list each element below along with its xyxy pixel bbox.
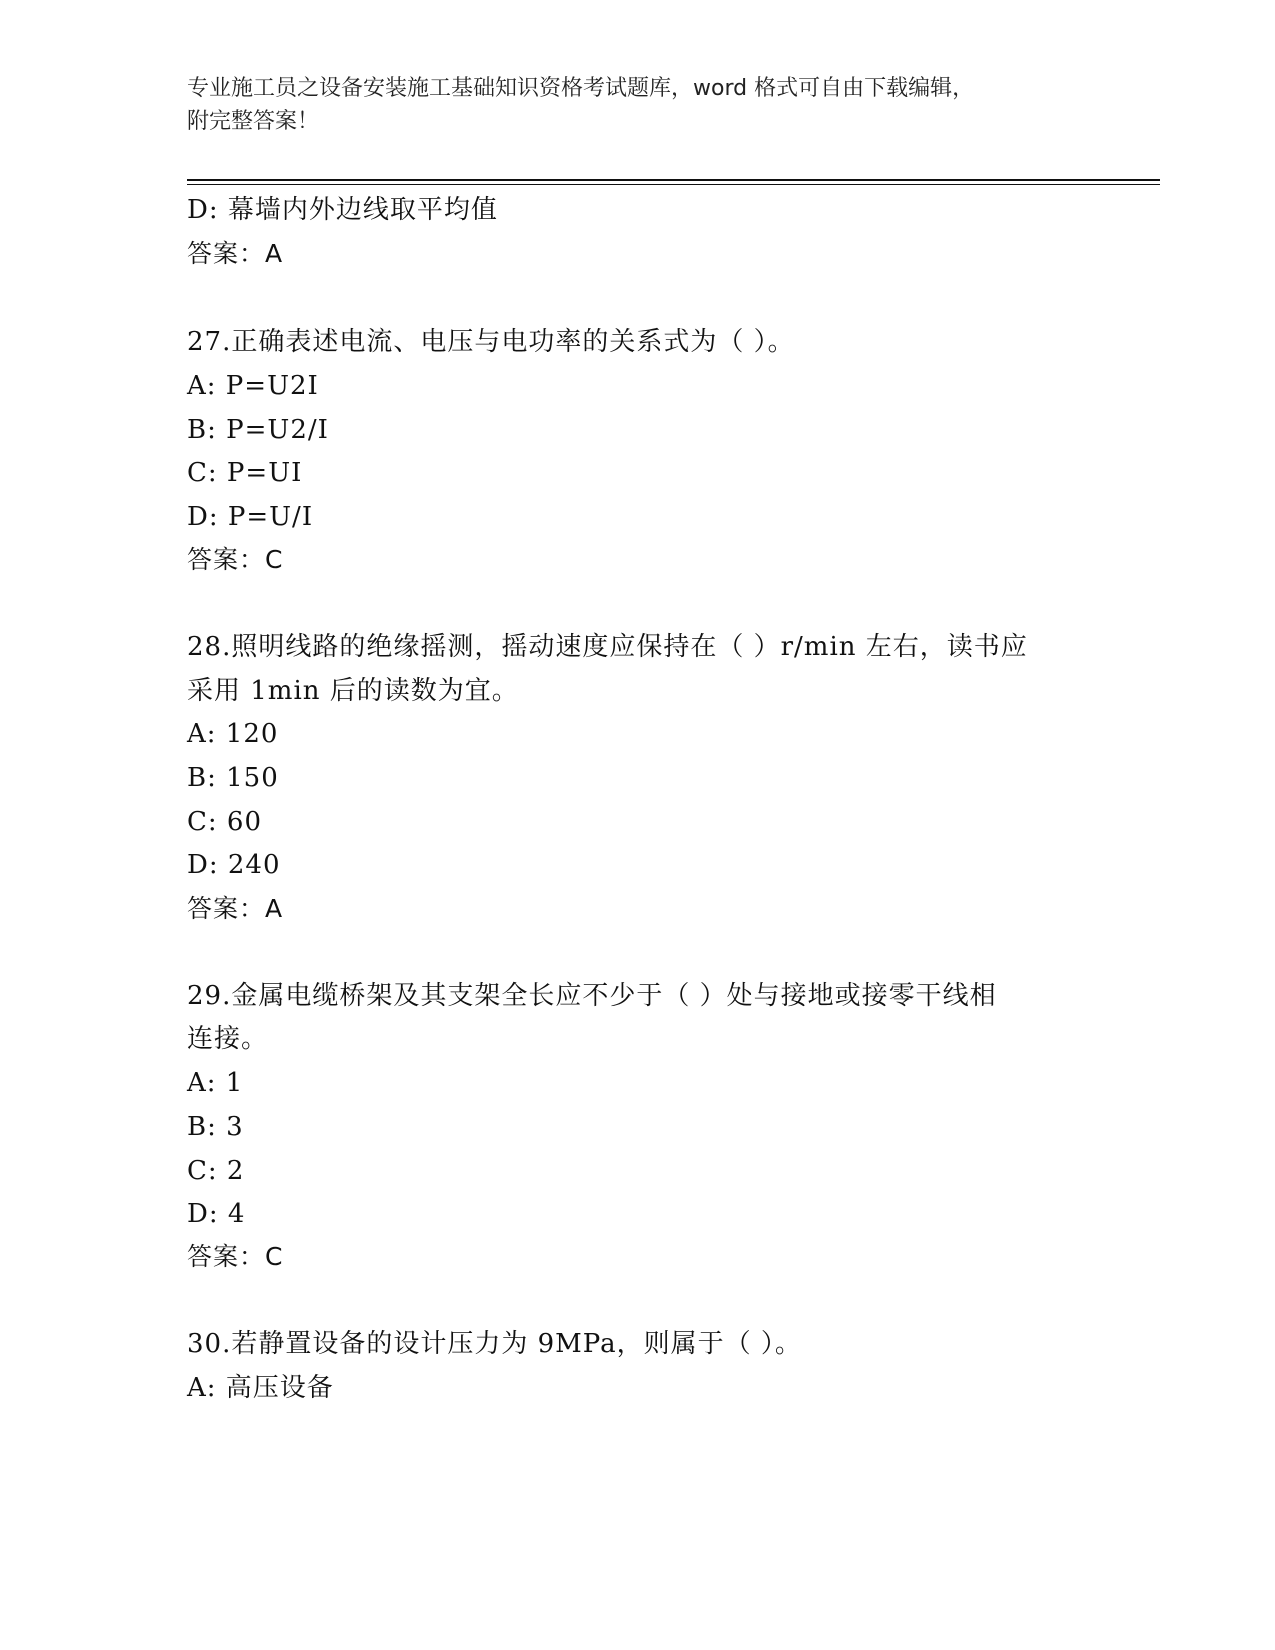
question-28-option-c: C: 60 [187,807,263,837]
header-line-1: 专业施工员之设备安装施工基础知识资格考试题库，word 格式可自由下载编辑， [187,76,975,101]
question-28-option-d: D: 240 [187,850,281,880]
question-28-stem-line-1: 28.照明线路的绝缘摇测，摇动速度应保持在（ ）r/min 左右，读书应 [187,632,1028,662]
question-29-answer: 答案：C [187,1242,284,1271]
question-27-option-d: D: P=U/I [187,502,314,532]
header-divider-thin [187,184,1160,185]
question-27-answer: 答案：C [187,545,284,574]
question-27-option-a: A: P=U2I [187,371,319,401]
question-27-option-b: B: P=U2/I [187,415,329,445]
question-30-option-a: A: 高压设备 [187,1373,334,1403]
question-27-stem: 27.正确表述电流、电压与电功率的关系式为（ ）。 [187,327,795,357]
option-d-prev: D: 幕墙内外边线取平均值 [187,195,498,225]
answer-prev: 答案：A [187,239,284,268]
question-29-option-a: A: 1 [187,1068,244,1098]
question-28-answer: 答案：A [187,894,284,923]
header-line-2: 附完整答案！ [187,109,320,134]
question-29-stem-line-1: 29.金属电缆桥架及其支架全长应不少于（ ）处与接地或接零干线相 [187,981,997,1011]
document-header [187,72,1107,138]
question-30-stem: 30.若静置设备的设计压力为 9MPa，则属于（ ）。 [187,1329,802,1359]
question-27-option-c: C: P=UI [187,458,303,488]
question-29-option-c: C: 2 [187,1156,245,1186]
question-28-option-b: B: 150 [187,763,279,793]
question-28-option-a: A: 120 [187,719,279,749]
question-29-option-d: D: 4 [187,1199,246,1229]
question-28-stem-line-2: 采用 1min 后的读数为宜。 [187,676,519,706]
question-29-option-b: B: 3 [187,1112,244,1142]
header-divider-thick [187,179,1160,181]
question-29-stem-line-2: 连接。 [187,1024,269,1054]
